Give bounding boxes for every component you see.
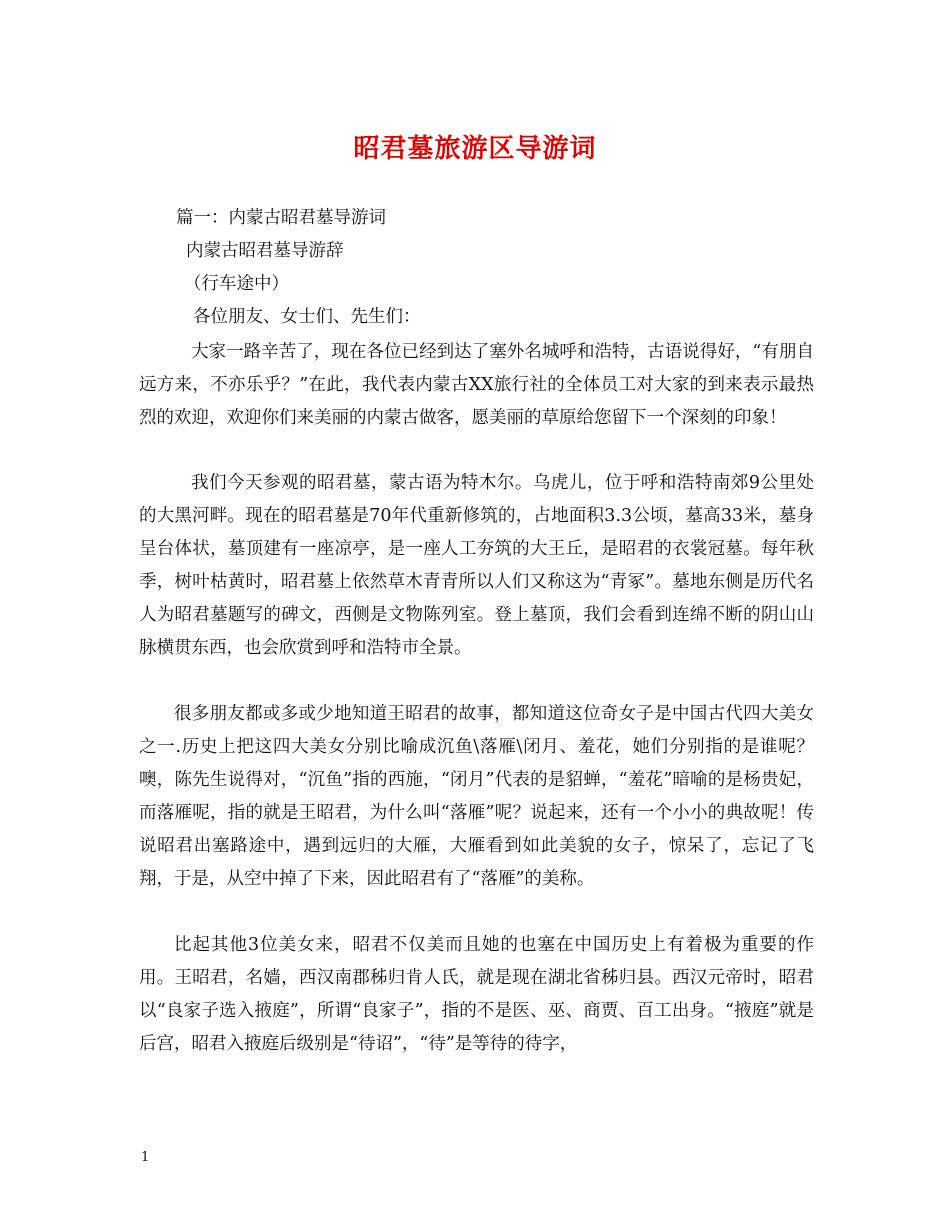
section-heading: 篇一：内蒙古昭君墓导游词 (176, 208, 386, 228)
document-title: 昭君墓旅游区导游词 (353, 134, 597, 164)
page-number: 1 (141, 1150, 150, 1165)
paragraph-four-beauties: 很多朋友都或多或少地知道王昭君的故事，都知道这位奇女子是中国古代四大美女之一.历史上把这四大美女分别比喻成沉鱼\落雁\闭月、羞花，她们分别指的是谁呢？噢，陈先生说得对，“沉鱼”指的西施，“闭月”代表的是貂蝉，“羞花”暗喻的是杨贵妃，而落雁呢，指的就是王昭君，为什么叫“落雁”呢？说起来，还有一个小小的典故呢！传说昭君出塞路途中，遇到远归的大雁，大雁看到如此美貌的女子，惊呆了，忘记了飞翔，于是，从空中掉了下来，因此昭君有了“落雁”的美称。 (139, 704, 814, 889)
paragraph-zhaojun-history: 比起其他3位美女来，昭君不仅美而且她的也塞在中国历史上有着极为重要的作用。王昭君，名嫱，西汉南郡秭归肯人氏，就是现在湖北省秭归县。西汉元帝时，昭君以“良家子选入掖庭”，所谓“良家子”，指的不是医、巫、商贾、百工出身。“掖庭”就是后宫，昭君入掖庭后级别是“待诏”，“待”是等待的待字， (139, 935, 814, 1054)
greeting-line: 各位朋友、女士们、先生们： (193, 307, 421, 327)
paragraph-welcome: 大家一路辛苦了，现在各位已经到达了塞外名城呼和浩特，古语说得好，“有朋自远方来，不亦乐乎？”在此，我代表内蒙古XX旅行社的全体员工对大家的到来表示最热烈的欢迎，欢迎你们来美丽的内蒙古做客，愿美丽的草原给您留下一个深刻的印象！ (139, 342, 814, 428)
stage-note: （行车途中） (184, 274, 289, 294)
subheading: 内蒙古昭君墓导游辞 (186, 241, 344, 261)
paragraph-tomb-intro: 我们今天参观的昭君墓，蒙古语为特木尔。乌虎儿，位于呼和浩特南郊9公里处的大黑河畔。现在的昭君墓是70年代重新修筑的，占地面积3.3公顷，墓高33米，墓身呈台体状，墓顶建有一座凉亭，是一座人工夯筑的大王丘，是昭君的衣裳冠墓。每年秋季，树叶枯黄时，昭君墓上依然草木青青所以人们又称这为“青冢”。墓地东侧是历代名人为昭君墓题写的碑文，西侧是文物陈列室。登上墓顶，我们会看到连绵不断的阴山山脉横贯东西，也会欣赏到呼和浩特市全景。 (139, 473, 814, 658)
